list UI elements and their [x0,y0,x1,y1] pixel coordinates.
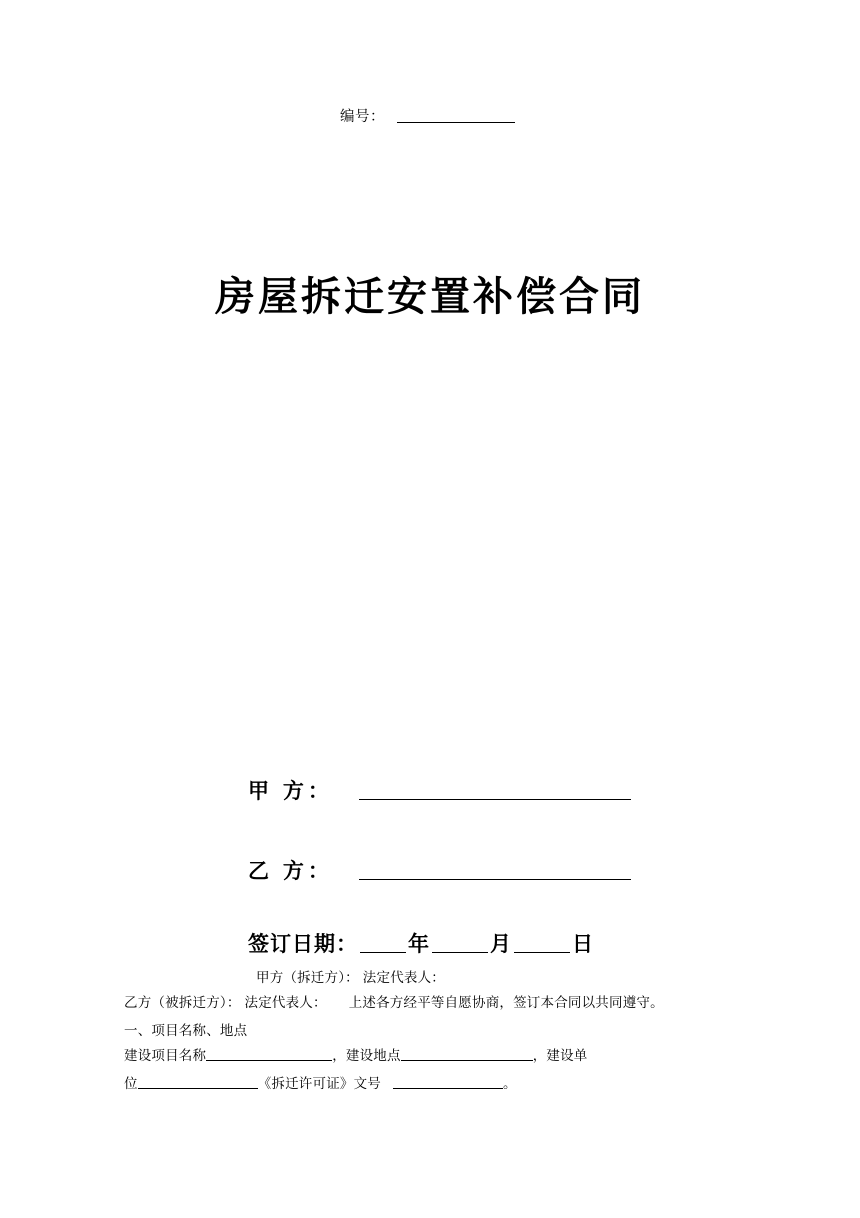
construction-unit-continuation: 位 [124,1076,138,1091]
demolition-permit-label: 《拆迁许可证》文号 [257,1076,382,1091]
project-info-line-2 [124,1069,744,1099]
project-info-line-1 [124,1041,744,1071]
section-one-heading: 一、项目名称、地点 [124,1023,248,1038]
party-a-label: 甲 方： [248,780,333,803]
party-a-blank[interactable] [359,781,631,800]
construction-unit-label: ，建设单 [532,1048,588,1063]
party-b-blank[interactable] [359,861,631,880]
period-mark: 。 [503,1076,517,1091]
construction-unit-blank[interactable] [138,1076,258,1089]
project-name-blank[interactable] [206,1048,332,1061]
reference-number-line [340,105,515,126]
party-b-row [248,855,808,885]
party-b-label: 乙 方： [248,860,333,883]
sign-date-label: 签订日期： [248,933,358,956]
sign-date-year-unit: 年 [408,933,430,956]
sign-date-year-blank[interactable] [360,936,406,953]
sign-date-day-blank[interactable] [514,936,570,953]
sign-date-month-unit: 月 [490,933,512,956]
party-b-detail-line [124,988,744,1018]
party-a-row [248,775,808,805]
party-b-detail-suffix: 上述各方经平等自愿协商，签订本合同以共同遵守。 [348,995,664,1010]
reference-number-blank[interactable] [397,108,515,123]
party-a-detail-line: 甲方（拆迁方）： 法定代表人： [256,970,446,985]
sign-date-day-unit: 日 [572,933,594,956]
project-location-blank[interactable] [401,1048,533,1061]
sign-date-row [248,928,594,958]
party-b-detail-prefix: 乙方（被拆迁方）： 法定代表人： [124,995,327,1010]
demolition-permit-blank[interactable] [393,1076,503,1089]
page-title: 房屋拆迁安置补偿合同 [215,275,645,319]
reference-number-label: 编号： [340,109,385,125]
project-location-label: ，建设地点 [332,1048,401,1063]
project-name-label: 建设项目名称 [124,1048,207,1063]
sign-date-month-blank[interactable] [432,936,488,953]
